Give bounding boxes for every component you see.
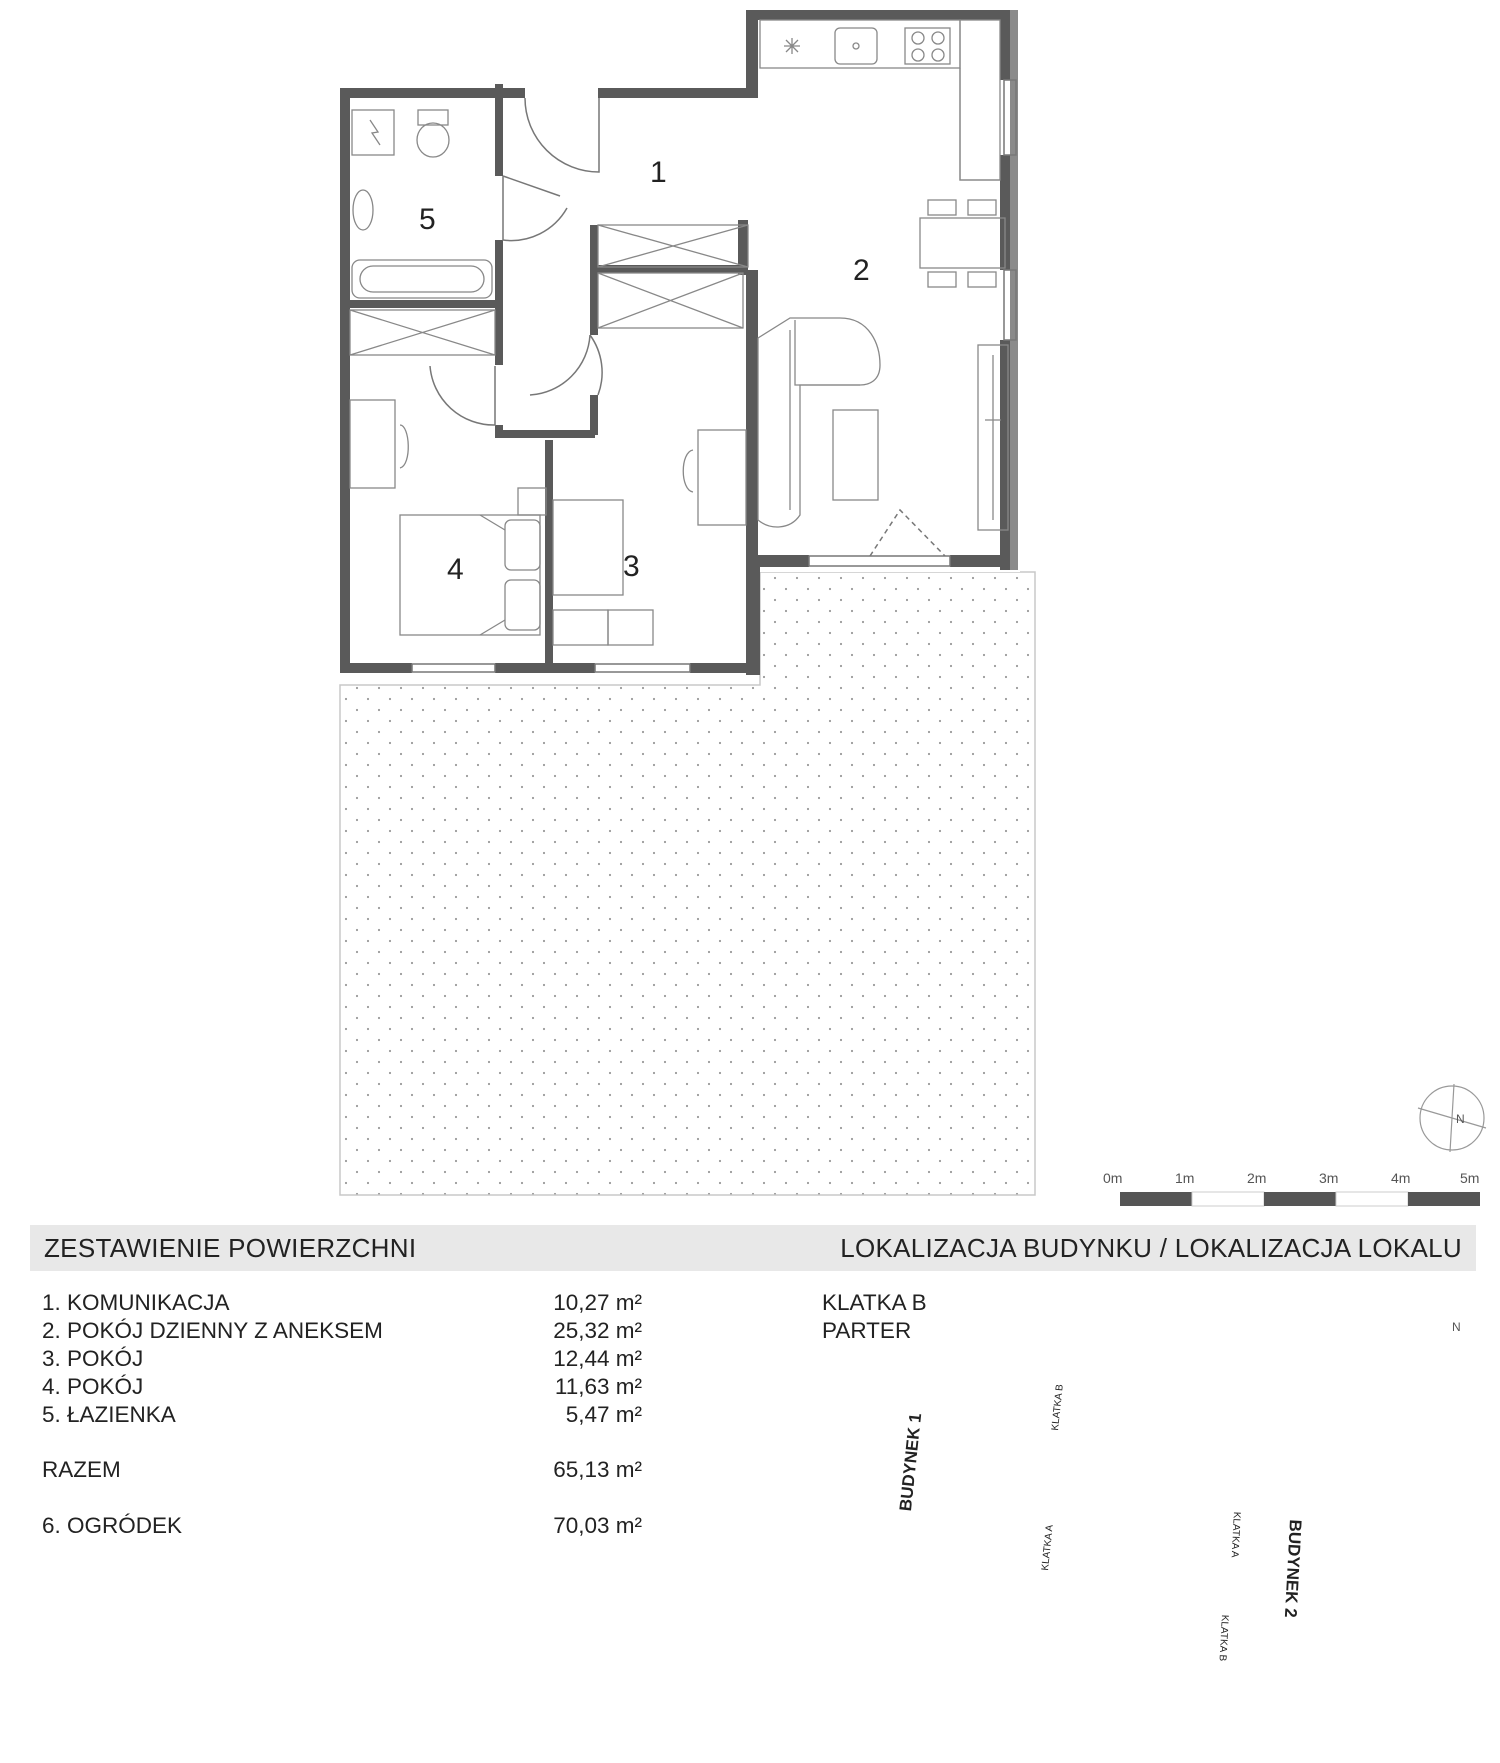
room-number-5: 5: [419, 203, 436, 236]
floor-label: PARTER: [822, 1318, 912, 1343]
area-row-2: [42, 1318, 642, 1346]
klatka-a-label-b2: KLATKA A: [1228, 1511, 1242, 1558]
area-row-value: 10,27 m²: [553, 1290, 642, 1315]
area-row-1: [42, 1290, 642, 1318]
summary-title: ZESTAWIENIE POWIERZCHNI: [44, 1233, 417, 1263]
room-number-3: 3: [623, 550, 640, 583]
garden-row: [42, 1513, 642, 1541]
section-header: [30, 1225, 1476, 1271]
scale-label-0m: 0m: [1103, 1170, 1123, 1186]
compass-plan-n: N: [1456, 1112, 1465, 1126]
scale-label-2m: 2m: [1247, 1170, 1267, 1186]
area-row-value: 11,63 m²: [554, 1374, 642, 1399]
building-2-label: BUDYNEK 2: [1280, 1519, 1305, 1619]
area-row-label: 1. KOMUNIKACJA: [42, 1290, 230, 1315]
area-total-row: [42, 1457, 642, 1485]
scale-label-3m: 3m: [1319, 1170, 1339, 1186]
staircase-label: KLATKA B: [822, 1290, 927, 1315]
garden-value: 70,03 m²: [553, 1513, 642, 1538]
area-row-label: 4. POKÓJ: [42, 1374, 144, 1399]
area-row-label: 3. POKÓJ: [42, 1346, 144, 1371]
compass-plan-icon: [1418, 1084, 1486, 1152]
compass-location-n: N: [1452, 1320, 1461, 1334]
klatka-b-label-b1: KLATKA B: [1050, 1383, 1066, 1432]
area-row-label: 2. POKÓJ DZIENNY Z ANEKSEM: [42, 1318, 383, 1343]
room-number-1: 1: [650, 156, 667, 189]
area-row-value: 5,47 m²: [565, 1402, 642, 1427]
area-total-value: 65,13 m²: [553, 1457, 642, 1482]
klatka-b-label-b2: KLATKA B: [1216, 1614, 1230, 1662]
area-total-label: RAZEM: [42, 1457, 121, 1482]
room-number-4: 4: [447, 553, 464, 586]
room-number-2: 2: [853, 254, 870, 287]
area-row-5: [42, 1402, 642, 1430]
scale-label-5m: 5m: [1460, 1170, 1480, 1186]
area-row-value: 12,44 m²: [553, 1346, 642, 1371]
garden-label: 6. OGRÓDEK: [42, 1513, 183, 1538]
building-1-label: BUDYNEK 1: [896, 1412, 926, 1512]
area-row-4: [42, 1374, 642, 1402]
klatka-a-label-b1: KLATKA A: [1040, 1524, 1056, 1572]
scale-label-1m: 1m: [1175, 1170, 1195, 1186]
location-title: LOKALIZACJA BUDYNKU / LOKALIZACJA LOKALU: [840, 1233, 1462, 1263]
area-row-value: 25,32 m²: [553, 1318, 642, 1343]
scale-label-4m: 4m: [1391, 1170, 1411, 1186]
scale-bar: [1120, 1192, 1480, 1206]
area-row-3: [42, 1346, 642, 1374]
area-row-label: 5. ŁAZIENKA: [42, 1402, 176, 1427]
